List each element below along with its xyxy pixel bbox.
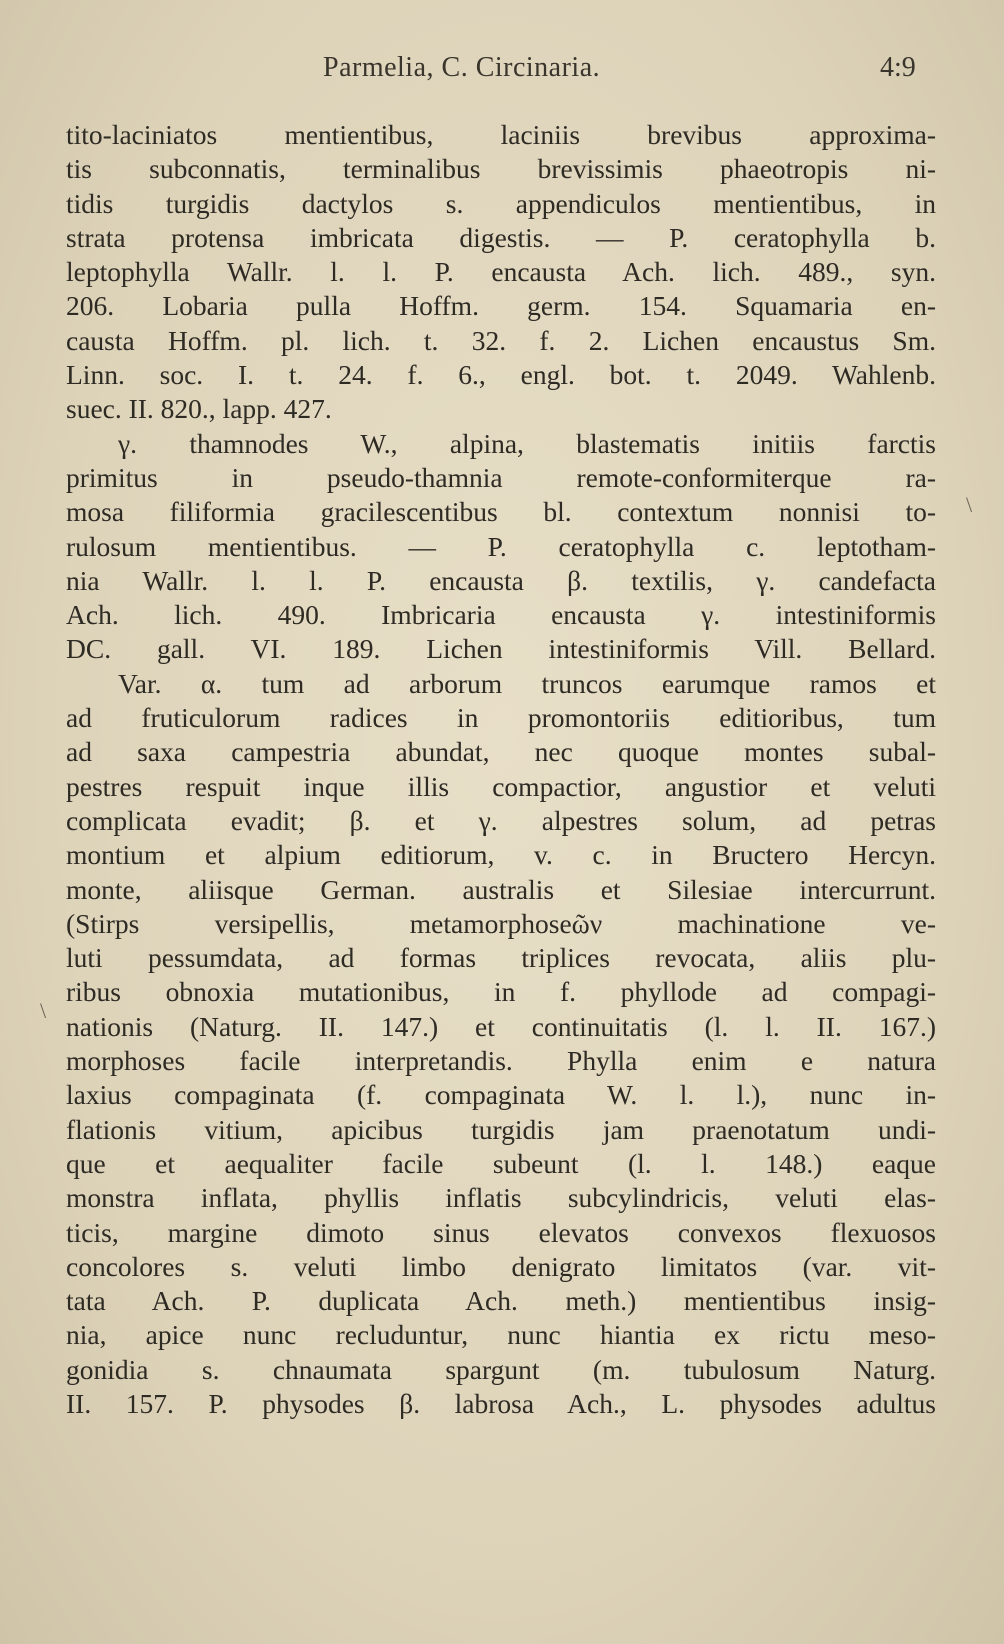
text-line: tidis turgidis dactylos s. appendiculos mentientibus, in	[66, 187, 936, 219]
text-line: ribus obnoxia mutationibus, in f. phyllode ad compagi-	[66, 976, 936, 1008]
text-line: morphoses facile interpretandis. Phylla enim e natura	[66, 1045, 936, 1077]
text-line: II. 157. P. physodes β. labrosa Ach., L. physodes adultus	[66, 1387, 936, 1419]
text-line: tata Ach. P. duplicata Ach. meth.) mentientibus insig-	[66, 1285, 936, 1317]
running-head-title: Parmelia, C. Circinaria.	[323, 52, 601, 83]
text-line: 206. Lobaria pulla Hoffm. germ. 154. Squamaria en-	[66, 290, 936, 322]
text-line: rulosum mentientibus. — P. ceratophylla c. leptotham-	[66, 530, 936, 562]
text-line: (Stirps versipellis, metamorphoseῶν machinatione ve-	[66, 907, 936, 939]
right-margin-mark: \	[966, 492, 973, 517]
text-line: concolores s. veluti limbo denigrato limitatos (var. vit-	[66, 1250, 936, 1282]
text-line: flationis vitium, apicibus turgidis jam praenotatum undi-	[66, 1113, 936, 1145]
text-line: primitus in pseudo-thamnia remote-conformiterque ra-	[66, 461, 936, 493]
text-line: monstra inflata, phyllis inflatis subcylindricis, veluti elas-	[66, 1182, 936, 1214]
text-line: gonidia s. chnaumata spargunt (m. tubulosum Naturg.	[66, 1353, 936, 1385]
text-line: nia, apice nunc recluduntur, nunc hiantia ex rictu meso-	[66, 1319, 936, 1351]
text-line: Ach. lich. 490. Imbricaria encausta γ. intestiniformis	[66, 599, 936, 631]
text-line: laxius compaginata (f. compaginata W. l. l.), nunc in-	[66, 1079, 936, 1111]
left-margin-mark: \	[40, 998, 47, 1023]
text-line: causta Hoffm. pl. lich. t. 32. f. 2. Lichen encaustus Sm.	[66, 324, 936, 356]
text-line: nia Wallr. l. l. P. encausta β. textilis, γ. candefacta	[66, 564, 936, 596]
text-line: γ. thamnodes W., alpina, blastematis initiis farctis	[118, 427, 936, 459]
text-line: pestres respuit inque illis compactior, angustior et veluti	[66, 770, 936, 802]
text-line: Var. α. tum ad arborum truncos earumque ramos et	[118, 667, 936, 699]
text-line: ad saxa campestria abundat, nec quoque montes subal-	[66, 736, 936, 768]
text-line: que et aequaliter facile subeunt (l. l. 148.) eaque	[66, 1147, 936, 1179]
text-line: nationis (Naturg. II. 147.) et continuitatis (l. l. II. 167.)	[66, 1010, 936, 1042]
text-line: tito-laciniatos mentientibus, laciniis brevibus approxima-	[66, 119, 936, 150]
body-text	[66, 118, 936, 1421]
text-line: tis subconnatis, terminalibus brevissimis phaeotropis ni-	[66, 153, 936, 185]
text-line: Linn. soc. I. t. 24. f. 6., engl. bot. t. 2049. Wahlenb.	[66, 359, 936, 391]
text-line: strata protensa imbricata digestis. — P. ceratophylla b.	[66, 221, 936, 253]
text-line: mosa filiformia gracilescentibus bl. contextum nonnisi to-	[66, 496, 936, 528]
running-head	[0, 48, 1004, 88]
page-number: 4:9	[880, 52, 916, 83]
text-line: DC. gall. VI. 189. Lichen intestiniformis Vill. Bellard.	[66, 633, 936, 665]
text-line: ticis, margine dimoto sinus elevatos convexos flexuosos	[66, 1216, 936, 1248]
text-line: monte, aliisque German. australis et Silesiae intercurrunt.	[66, 873, 936, 905]
text-line: ad fruticulorum radices in promontoriis editioribus, tum	[66, 702, 936, 734]
text-line: luti pessumdata, ad formas triplices revocata, aliis plu-	[66, 942, 936, 974]
text-line: suec. II. 820., lapp. 427.	[66, 393, 332, 425]
text-line: complicata evadit; β. et γ. alpestres solum, ad petras	[66, 804, 936, 836]
text-line: leptophylla Wallr. l. l. P. encausta Ach. lich. 489., syn.	[66, 256, 936, 288]
text-line: montium et alpium editiorum, v. c. in Bructero Hercyn.	[66, 839, 936, 871]
